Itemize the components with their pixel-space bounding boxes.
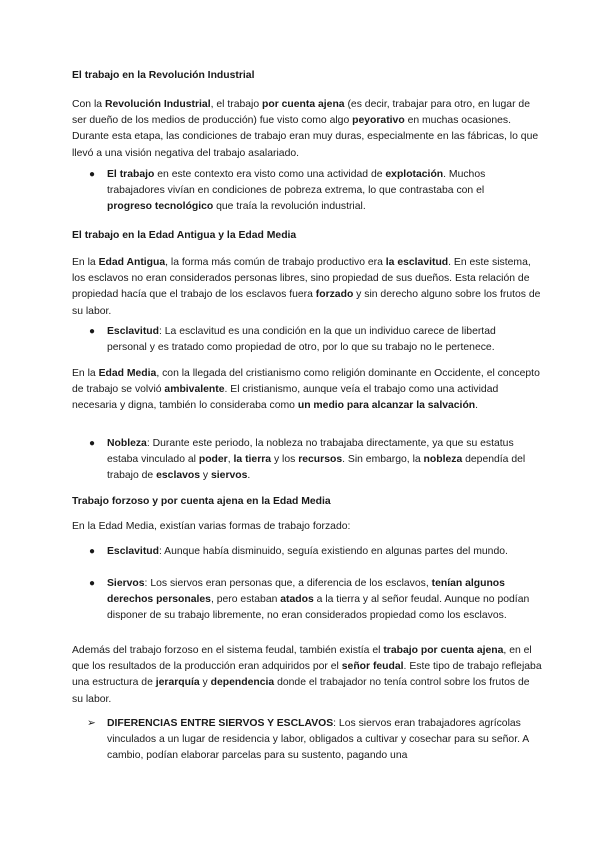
- bullet-icon: ●: [89, 578, 96, 589]
- bullet-esclavitud-edad-media: Esclavitud: Aunque había disminuido, seguía existiendo en algunas partes del mundo.: [107, 546, 508, 557]
- bullet-icon: ●: [89, 169, 96, 180]
- bullet-nobleza: Nobleza: Durante este periodo, la nobleza no trabajaba directamente, ya que su estatus estaba vinculado al poder, la tierra y los recursos. Sin embargo, la nobleza dependía del trabajo de esclavos y siervos.: [107, 438, 526, 482]
- section-heading-trabajo-forzoso: Trabajo forzoso y por cuenta ajena en la Edad Media: [72, 496, 331, 507]
- paragraph-edad-antigua: En la Edad Antigua, la forma más común de trabajo productivo era la esclavitud. En este sistema, los esclavos no eran considerados personas libres, sino propiedad de sus dueños. Esta relación de propiedad hacía que el trabajo de los esclavos fuera forzado y sin derecho alguno sobre los frutos de su labor.: [72, 257, 541, 317]
- bullet-icon: ●: [89, 546, 96, 557]
- bullet-el-trabajo: El trabajo en este contexto era visto como una actividad de explotación. Muchos trabajadores vivían en condiciones de pobreza extrema, lo que contrastaba con el progreso tecnológico que traía la revolución industrial.: [107, 169, 486, 213]
- arrow-bullet-icon: ➢: [87, 718, 96, 729]
- section-heading-edad-antigua-media: El trabajo en la Edad Antigua y la Edad Media: [72, 230, 297, 241]
- paragraph-revolucion-industrial: Con la Revolución Industrial, el trabajo por cuenta ajena (es decir, trabajar para otro, en lugar de ser dueño de los medios de producción) fue visto como algo peyorativo en muchas ocasiones. Durante esta etapa, las condiciones de trabajo eran muy duras, especialmente en las fábricas, lo que llevó a una visión negativa del trabajo asalariado.: [72, 99, 539, 159]
- arrow-item-diferencias-siervos-esclavos: DIFERENCIAS ENTRE SIERVOS Y ESCLAVOS: Los siervos eran trabajadores agrícolas vinculados a un lugar de residencia y labor, obligados a cultivar y cosechar para su señor. A cambio, podían elaborar parcelas para su sustento, pagando una: [107, 718, 529, 762]
- bullet-icon: ●: [89, 438, 96, 449]
- bullet-icon: ●: [89, 326, 96, 337]
- bullet-siervos: Siervos: Los siervos eran personas que, a diferencia de los esclavos, tenían algunos derechos personales, pero estaban atados a la tierra y al señor feudal. Aunque no podían disponer de su trabajo libremente, no eran considerados propiedad como los esclavos.: [107, 578, 530, 622]
- bullet-esclavitud-definicion: Esclavitud: La esclavitud es una condición en la que un individuo carece de libertad personal y es tratado como propiedad de otro, por lo que su trabajo no le pertenece.: [107, 326, 496, 354]
- paragraph-formas-trabajo-forzado: En la Edad Media, existían varias formas de trabajo forzado:: [72, 521, 351, 532]
- paragraph-trabajo-por-cuenta-ajena: Además del trabajo forzoso en el sistema feudal, también existía el trabajo por cuenta ajena, en el que los resultados de la producción eran adquiridos por el señor feudal. Este tipo de trabajo reflejaba una estructura de jerarquía y dependencia donde el trabajador no tenía control sobre los frutos de su labor.: [72, 645, 542, 705]
- paragraph-edad-media: En la Edad Media, con la llegada del cristianismo como religión dominante en Occidente, el concepto de trabajo se volvió ambivalente. El cristianismo, aunque veía el trabajo como una actividad necesaria y digna, también lo consideraba como un medio para alcanzar la salvación.: [72, 368, 540, 412]
- section-heading-revolucion-industrial: El trabajo en la Revolución Industrial: [72, 70, 255, 81]
